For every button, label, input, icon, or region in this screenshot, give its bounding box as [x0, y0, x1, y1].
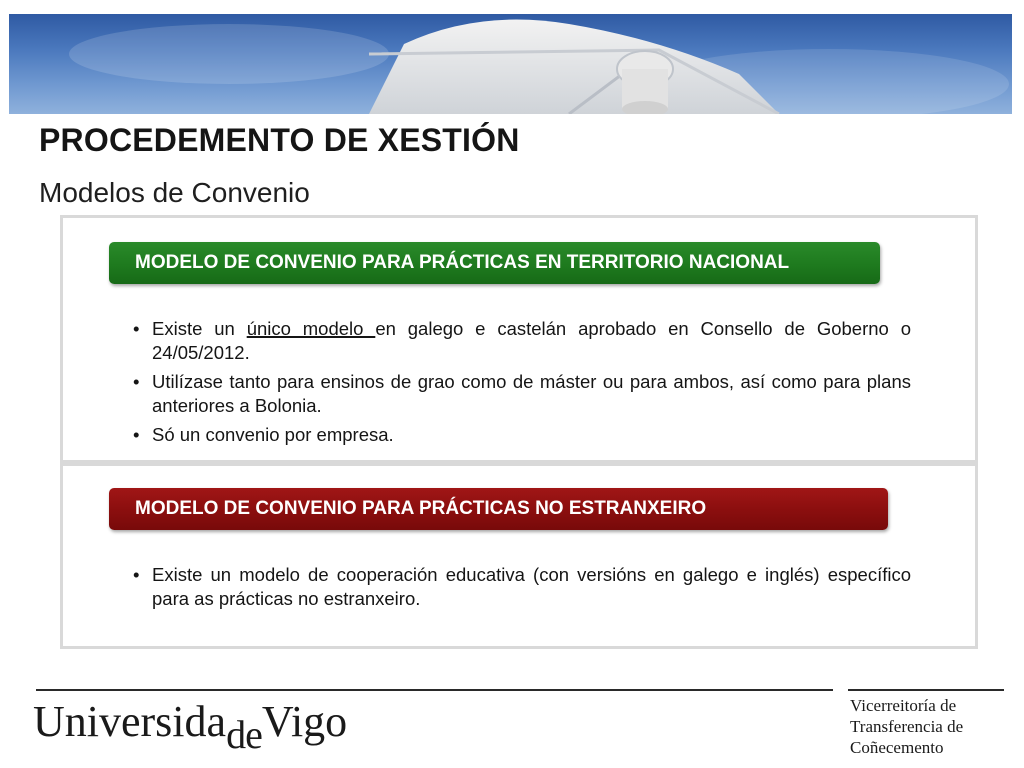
national-agreement-bullets: [133, 317, 911, 452]
abroad-agreement-header-label: MODELO DE CONVENIO PARA PRÁCTICAS NO ESTRANXEIRO: [135, 498, 707, 519]
abroad-agreement-bullets: [133, 563, 911, 616]
list-item: [133, 317, 911, 365]
bullet-text-post: en galego e castelán aprobado en Consello de Goberno o 24/05/2012.: [152, 318, 911, 363]
bullet-text: Só un convenio por empresa.: [152, 424, 394, 445]
unit-line: Coñecemento: [850, 738, 944, 757]
bullet-text: Utilízase tanto para ensinos de grao como de máster ou para ambos, así como para plans anteriores a Bolonia.: [152, 371, 911, 416]
list-item: [133, 563, 911, 611]
unit-line: Transferencia de: [850, 717, 964, 736]
page-subtitle: Modelos de Convenio: [39, 177, 310, 208]
logo-de: de: [226, 712, 262, 757]
national-agreement-header: [109, 242, 880, 284]
logo-end: Vigo: [261, 697, 348, 746]
footer-divider: [36, 689, 833, 691]
bullet-text-pre: Existe un: [152, 318, 247, 339]
bullet-text-underlined: único modelo: [246, 318, 376, 339]
list-item: [133, 370, 911, 418]
header-banner-image: [9, 14, 1012, 114]
satellite-dish-icon: [9, 14, 1012, 114]
abroad-agreement-header: [109, 488, 888, 530]
national-agreement-header-label: MODELO DE CONVENIO PARA PRÁCTICAS EN TERRITORIO NACIONAL: [135, 252, 790, 273]
bullet-text: Existe un modelo de cooperación educativa (con versións en galego e inglés) específico para as prácticas no estranxeiro.: [152, 564, 911, 609]
footer-divider-right: [848, 689, 1004, 691]
logo-main: Universida: [33, 697, 227, 746]
list-item: [133, 423, 911, 447]
abroad-agreement-panel: [60, 463, 978, 649]
vice-rectorate-label: [850, 695, 963, 758]
national-agreement-panel: [60, 215, 978, 463]
unit-line: Vicerreitoría de: [850, 696, 957, 715]
university-logo: [33, 697, 348, 757]
page-title: PROCEDEMENTO DE XESTIÓN: [39, 122, 520, 158]
